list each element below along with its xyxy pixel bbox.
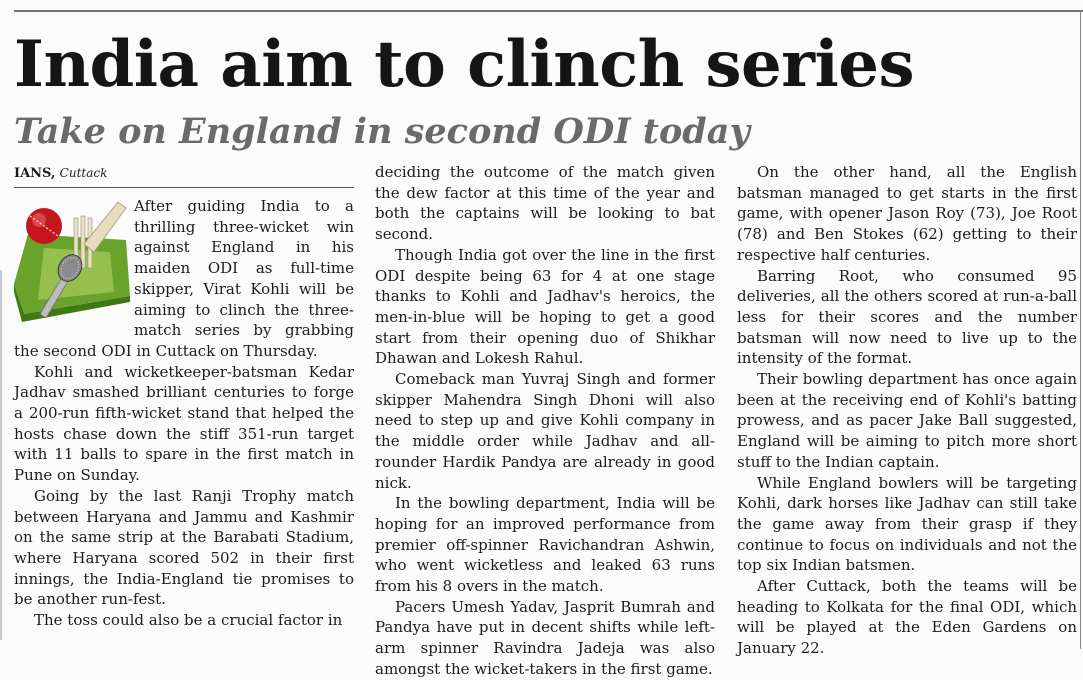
paragraph: On the other hand, all the English batsman managed to get starts in the first game, with opener Jason Roy (73), Joe Root (78) and Ben Stokes (62) getting to their respective half centuries. — [737, 163, 1077, 264]
article-column-3 — [737, 162, 1077, 659]
byline-rule — [14, 187, 354, 188]
paragraph: Pacers Umesh Yadav, Jasprit Bumrah and Pandya have put in decent shifts while left-arm spinner Ravindra Jadeja was also amongst the wicket-takers in the first game. — [375, 597, 715, 678]
paragraph: deciding the outcome of the match given the dew factor at this time of the year and both the captains will be looking to bat second. — [375, 163, 715, 244]
byline — [14, 164, 354, 183]
article-column-1 — [14, 164, 354, 631]
paragraph: After guiding India to a thrilling three-wicket win against England in his maiden ODI as full-time skipper, Virat Kohli will be aiming to clinch the three-match series by grabbing the second ODI in Cuttack on Thursday. — [14, 197, 354, 360]
column-rule-right — [1080, 10, 1081, 649]
paragraph: Though India got over the line in the first ODI despite being 63 for 4 at one stage thanks to Kohli and Jadhav's heroics, the men-in-blue will be hoping to get a good start from their opening duo of Shikhar Dhawan and Lokesh Rahul. — [375, 245, 715, 368]
paragraph: Their bowling department has once again been at the receiving end of Kohli's batting prowess, and as pacer Jake Ball suggested, England will be aiming to pitch more short stuff to the Indian captain. — [737, 370, 1077, 471]
page-edge-shadow — [0, 270, 2, 640]
paragraph: Barring Root, who consumed 95 deliveries, all the others scored at run-a-ball less for their scores and the number batsman will now need to live up to the intensity of the format. — [737, 266, 1077, 368]
article-column-2 — [375, 162, 715, 680]
paragraph: In the bowling department, India will be hoping for an improved performance from premier off-spinner Ravichandran Ashwin, who went wicketless and leaked 63 runs from his 8 overs in the match. — [375, 494, 715, 596]
subheadline: Take on England in second ODI today — [14, 111, 750, 152]
paragraph: While England bowlers will be targeting Kohli, dark horses like Jadhav can still take the game away from their grasp if they continue to focus on individuals and not the top six Indian batsmen. — [737, 473, 1077, 575]
headline: India aim to clinch series — [14, 27, 915, 102]
cricket-ball-stumps-microphone-icon — [14, 196, 130, 324]
paragraph: After Cuttack, both the teams will be heading to Kolkata for the final ODI, which will be played at the Eden Gardens on January 22. — [737, 577, 1077, 658]
paragraph: Comeback man Yuvraj Singh and former skipper Mahendra Singh Dhoni will also need to step up and give Kohli company in the middle order while Jadhav and all-rounder Hardik Pandya are already in good nick. — [375, 370, 715, 492]
paragraph: The toss could also be a crucial factor in — [34, 611, 343, 630]
top-rule — [14, 10, 1083, 12]
paragraph: Kohli and wicketkeeper-batsman Kedar Jadhav smashed brilliant centuries to forge a 200-run fifth-wicket stand that helped the hosts chase down the stiff 351-run target with 11 balls to spare in the first match in Pune on Sunday. — [14, 362, 354, 485]
byline-place: Cuttack — [59, 166, 108, 180]
paragraph: Going by the last Ranji Trophy match between Haryana and Jammu and Kashmir on the same strip at the Barabati Stadium, where Haryana scored 502 in their first innings, the India-England tie promises to be another run-fest. — [14, 486, 354, 609]
byline-agency: IANS, — [14, 166, 56, 181]
